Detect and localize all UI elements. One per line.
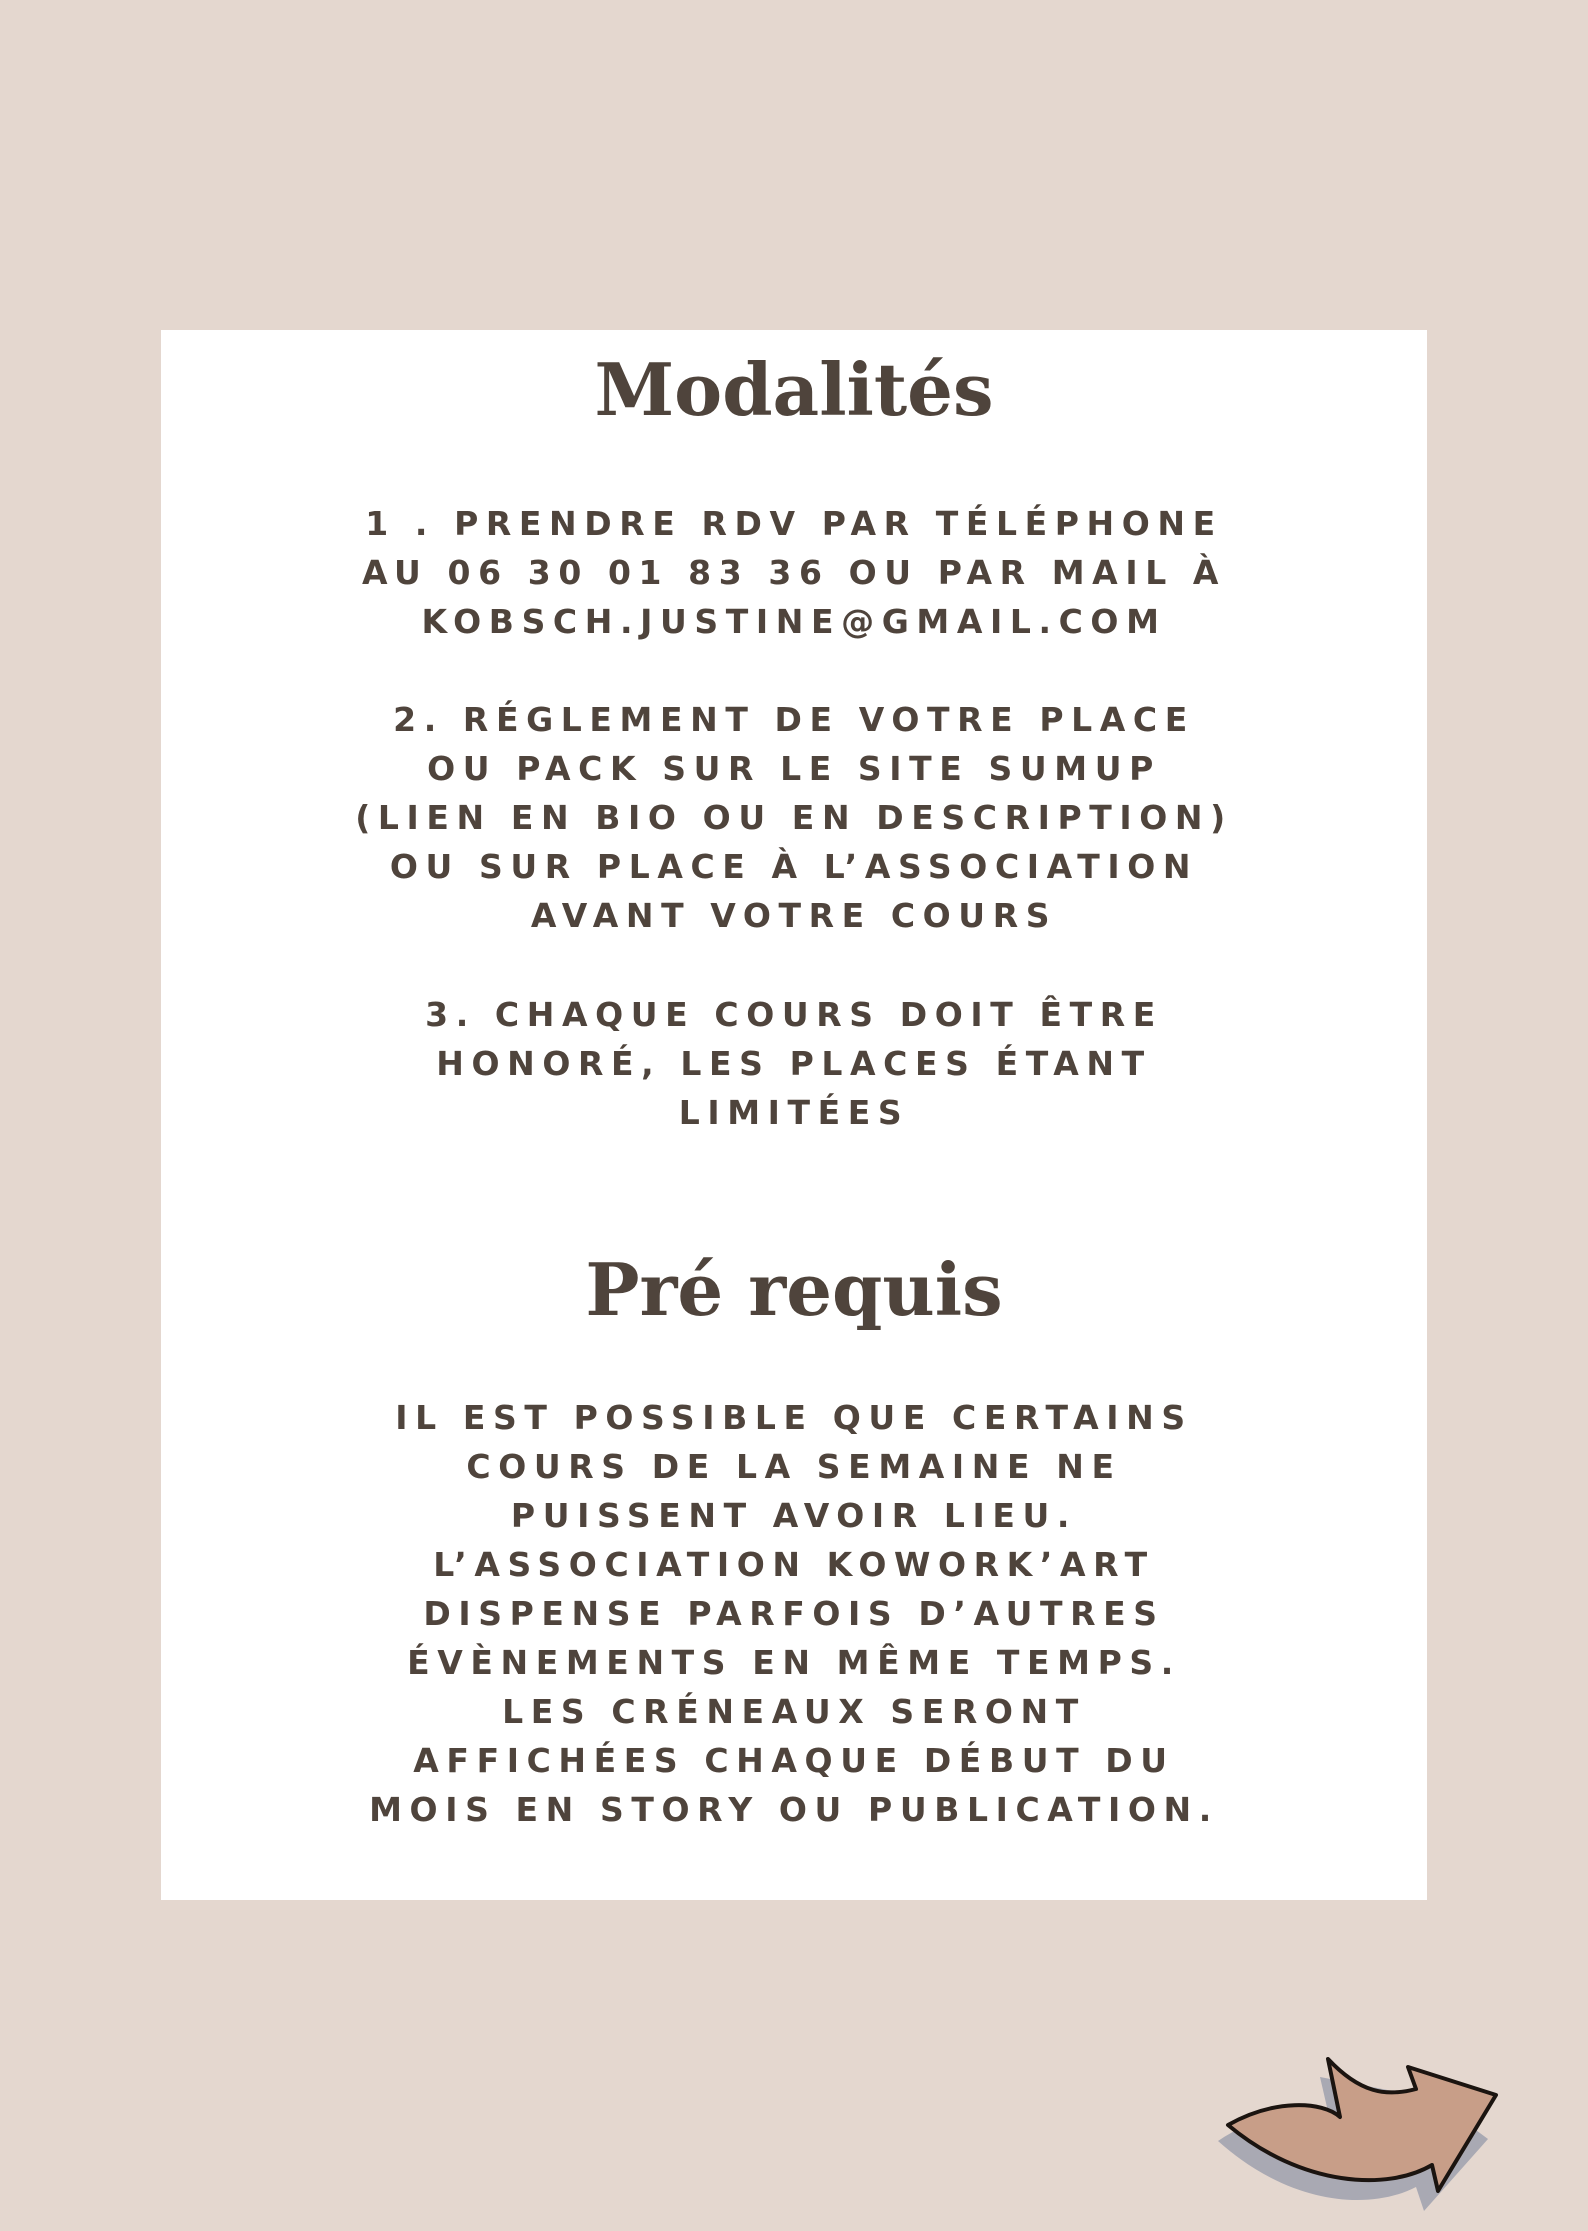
prerequis-line: AFFICHÉES CHAQUE DÉBUT DU bbox=[413, 1741, 1175, 1780]
modalites-step-2 bbox=[161, 695, 1427, 940]
prerequis-body bbox=[161, 1393, 1427, 1834]
step-2-line: 2. RÉGLEMENT DE VOTRE PLACE bbox=[393, 700, 1195, 739]
content-card bbox=[161, 330, 1427, 1900]
prerequis-line: PUISSENT AVOIR LIEU. bbox=[510, 1496, 1078, 1535]
step-1-line: AU 06 30 01 83 36 OU PAR MAIL À bbox=[361, 553, 1227, 592]
prerequis-title: Pré requis bbox=[585, 1247, 1003, 1332]
prerequis-line: ÉVÈNEMENTS EN MÊME TEMPS. bbox=[407, 1643, 1181, 1682]
step-3-line: 3. CHAQUE COURS DOIT ÊTRE bbox=[425, 995, 1163, 1034]
prerequis-line: LES CRÉNEAUX SERONT bbox=[502, 1692, 1086, 1731]
arrow-right-icon[interactable] bbox=[1210, 2045, 1510, 2215]
step-3-line: LIMITÉES bbox=[678, 1093, 910, 1132]
prerequis-line: L’ASSOCIATION KOWORK’ART bbox=[433, 1545, 1155, 1584]
step-2-line: AVANT VOTRE COURS bbox=[530, 896, 1058, 935]
step-2-line: OU PACK SUR LE SITE SUMUP bbox=[427, 749, 1161, 788]
prerequis-line: IL EST POSSIBLE QUE CERTAINS bbox=[395, 1398, 1193, 1437]
step-2-line: (LIEN EN BIO OU EN DESCRIPTION) bbox=[355, 798, 1233, 837]
modalites-step-1 bbox=[161, 499, 1427, 646]
step-2-line: OU SUR PLACE À L’ASSOCIATION bbox=[389, 847, 1199, 886]
prerequis-line: DISPENSE PARFOIS D’AUTRES bbox=[423, 1594, 1165, 1633]
prerequis-line: MOIS EN STORY OU PUBLICATION. bbox=[369, 1790, 1219, 1829]
prerequis-line: COURS DE LA SEMAINE NE bbox=[466, 1447, 1122, 1486]
step-1-line: 1 . PRENDRE RDV PAR TÉLÉPHONE bbox=[365, 504, 1223, 543]
modalites-step-3 bbox=[161, 990, 1427, 1137]
step-1-line: KOBSCH.JUSTINE@GMAIL.COM bbox=[421, 602, 1167, 641]
modalites-title: Modalités bbox=[594, 347, 994, 432]
step-3-line: HONORÉ, LES PLACES ÉTANT bbox=[436, 1044, 1152, 1083]
